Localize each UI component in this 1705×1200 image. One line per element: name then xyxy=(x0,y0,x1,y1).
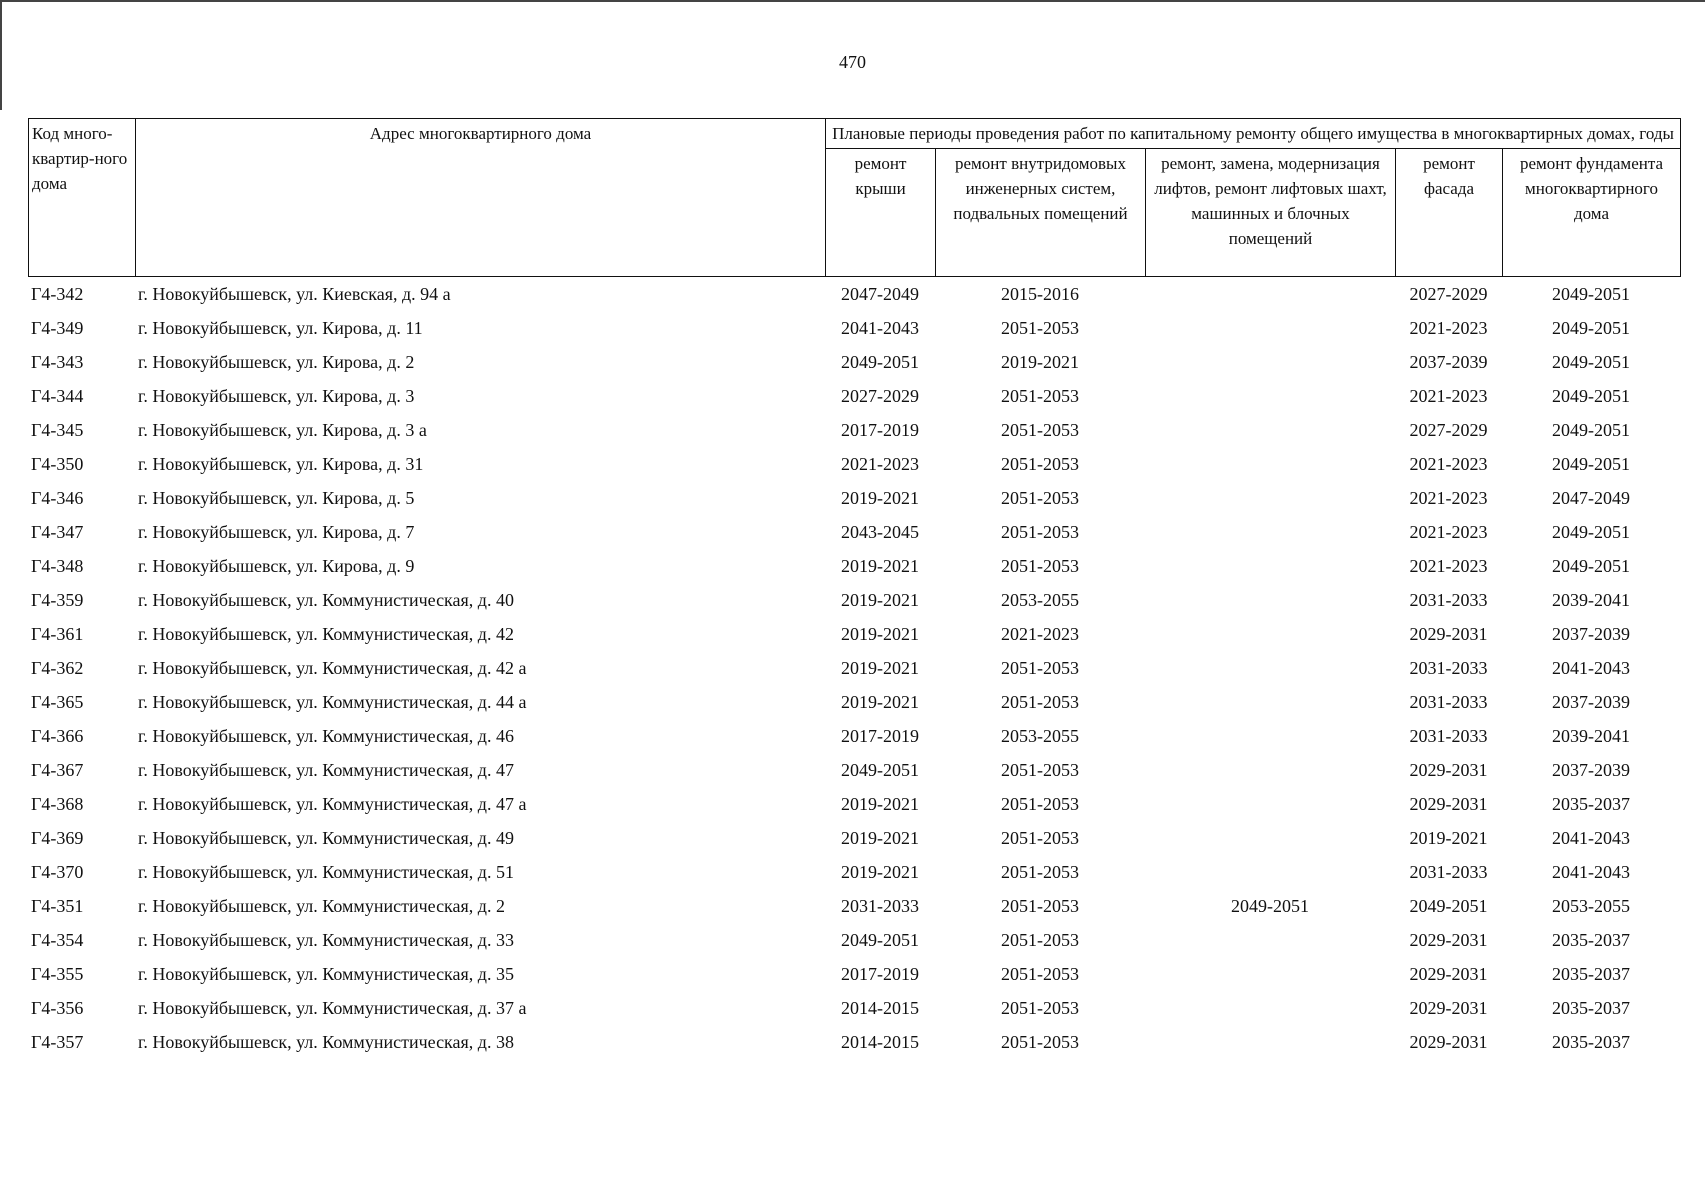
cell-roof: 2043-2045 xyxy=(841,521,919,542)
table-row xyxy=(28,481,1680,515)
cell-systems: 2053-2055 xyxy=(1001,589,1079,610)
cell-foundation: 2049-2051 xyxy=(1552,521,1630,542)
cell-foundation: 2035-2037 xyxy=(1552,929,1630,950)
table-row xyxy=(28,753,1680,787)
cell-foundation: 2035-2037 xyxy=(1552,1031,1630,1052)
cell-address: г. Новокуйбышевск, ул. Коммунистическая, д. 37 а xyxy=(138,997,527,1018)
repair-schedule-sheet xyxy=(28,118,1680,1059)
cell-lifts xyxy=(1145,923,1395,957)
cell-roof: 2019-2021 xyxy=(841,861,919,882)
cell-lifts xyxy=(1145,685,1395,719)
cell-systems: 2051-2053 xyxy=(1001,827,1079,848)
cell-roof: 2041-2043 xyxy=(841,317,919,338)
cell-foundation: 2049-2051 xyxy=(1552,351,1630,372)
header-planned-periods: Плановые периоды проведения работ по капитальному ремонту общего имущества в многоквартирных домах, годы xyxy=(826,119,1681,149)
header-foundation: ремонт фундамента многоквартирного дома xyxy=(1503,149,1681,277)
cell-code: Г4-348 xyxy=(31,555,84,576)
table-row xyxy=(28,1025,1680,1059)
table-row xyxy=(28,787,1680,821)
cell-code: Г4-346 xyxy=(31,487,84,508)
header-address: Адрес многоквартирного дома xyxy=(136,119,826,277)
cell-roof: 2049-2051 xyxy=(841,759,919,780)
cell-lifts xyxy=(1145,481,1395,515)
cell-facade: 2029-2031 xyxy=(1409,997,1488,1018)
cell-address: г. Новокуйбышевск, ул. Коммунистическая, д. 40 xyxy=(138,589,514,610)
cell-roof: 2017-2019 xyxy=(841,963,919,984)
cell-systems: 2051-2053 xyxy=(1001,759,1079,780)
cell-foundation: 2049-2051 xyxy=(1552,283,1630,304)
cell-lifts xyxy=(1145,549,1395,583)
cell-systems: 2051-2053 xyxy=(1001,997,1079,1018)
cell-lifts xyxy=(1145,277,1395,311)
cell-code: Г4-365 xyxy=(31,691,84,712)
cell-facade: 2049-2051 xyxy=(1409,895,1488,916)
cell-systems: 2051-2053 xyxy=(1001,317,1079,338)
cell-systems: 2051-2053 xyxy=(1001,487,1079,508)
cell-roof: 2027-2029 xyxy=(841,385,919,406)
cell-facade: 2029-2031 xyxy=(1409,929,1488,950)
cell-address: г. Новокуйбышевск, ул. Кирова, д. 11 xyxy=(138,317,423,338)
cell-roof: 2049-2051 xyxy=(841,351,919,372)
cell-systems: 2051-2053 xyxy=(1001,861,1079,882)
cell-roof: 2017-2019 xyxy=(841,725,919,746)
cell-facade: 2031-2033 xyxy=(1409,589,1488,610)
page-top-edge xyxy=(0,0,1705,2)
cell-lifts xyxy=(1145,787,1395,821)
table-row xyxy=(28,549,1680,583)
page-number: 470 xyxy=(839,52,866,72)
cell-foundation: 2047-2049 xyxy=(1552,487,1630,508)
cell-roof: 2014-2015 xyxy=(841,997,919,1018)
cell-facade: 2027-2029 xyxy=(1409,419,1488,440)
cell-roof: 2021-2023 xyxy=(841,453,919,474)
header-systems: ремонт внутридомовых инженерных систем, подвальных помещений xyxy=(936,149,1146,277)
table-row xyxy=(28,889,1680,923)
cell-address: г. Новокуйбышевск, ул. Кирова, д. 2 xyxy=(138,351,415,372)
cell-systems: 2051-2053 xyxy=(1001,1031,1079,1052)
cell-systems: 2051-2053 xyxy=(1001,521,1079,542)
cell-foundation: 2037-2039 xyxy=(1552,623,1630,644)
cell-systems: 2015-2016 xyxy=(1001,283,1079,304)
table-row xyxy=(28,617,1680,651)
cell-foundation: 2049-2051 xyxy=(1552,317,1630,338)
table-body xyxy=(28,277,1680,1059)
cell-code: Г4-345 xyxy=(31,419,84,440)
cell-facade: 2021-2023 xyxy=(1409,385,1488,406)
table-row xyxy=(28,855,1680,889)
table-row xyxy=(28,685,1680,719)
cell-facade: 2021-2023 xyxy=(1409,317,1488,338)
cell-address: г. Новокуйбышевск, ул. Кирова, д. 31 xyxy=(138,453,424,474)
cell-systems: 2051-2053 xyxy=(1001,691,1079,712)
cell-lifts xyxy=(1145,345,1395,379)
cell-code: Г4-362 xyxy=(31,657,84,678)
cell-systems: 2021-2023 xyxy=(1001,623,1079,644)
cell-code: Г4-368 xyxy=(31,793,84,814)
cell-lifts xyxy=(1145,719,1395,753)
table-header xyxy=(28,118,1681,277)
cell-foundation: 2037-2039 xyxy=(1552,759,1630,780)
cell-address: г. Новокуйбышевск, ул. Коммунистическая, д. 46 xyxy=(138,725,514,746)
table-row xyxy=(28,719,1680,753)
cell-facade: 2021-2023 xyxy=(1409,521,1488,542)
header-lifts: ремонт, замена, модернизация лифтов, ремонт лифтовых шахт, машинных и блочных помещений xyxy=(1146,149,1396,277)
table-row xyxy=(28,413,1680,447)
cell-code: Г4-349 xyxy=(31,317,84,338)
cell-lifts xyxy=(1145,379,1395,413)
cell-address: г. Новокуйбышевск, ул. Кирова, д. 9 xyxy=(138,555,415,576)
cell-code: Г4-369 xyxy=(31,827,84,848)
cell-roof: 2019-2021 xyxy=(841,657,919,678)
cell-facade: 2031-2033 xyxy=(1409,657,1488,678)
cell-lifts xyxy=(1145,447,1395,481)
cell-address: г. Новокуйбышевск, ул. Коммунистическая, д. 51 xyxy=(138,861,514,882)
cell-lifts xyxy=(1145,957,1395,991)
cell-code: Г4-343 xyxy=(31,351,84,372)
cell-foundation: 2039-2041 xyxy=(1552,725,1630,746)
cell-foundation: 2049-2051 xyxy=(1552,555,1630,576)
cell-facade: 2031-2033 xyxy=(1409,861,1488,882)
cell-code: Г4-350 xyxy=(31,453,84,474)
cell-facade: 2031-2033 xyxy=(1409,691,1488,712)
cell-lifts xyxy=(1145,855,1395,889)
cell-address: г. Новокуйбышевск, ул. Киевская, д. 94 а xyxy=(138,283,451,304)
cell-code: Г4-367 xyxy=(31,759,84,780)
cell-facade: 2029-2031 xyxy=(1409,759,1488,780)
cell-roof: 2017-2019 xyxy=(841,419,919,440)
cell-address: г. Новокуйбышевск, ул. Кирова, д. 5 xyxy=(138,487,415,508)
cell-facade: 2031-2033 xyxy=(1409,725,1488,746)
cell-address: г. Новокуйбышевск, ул. Коммунистическая, д. 42 xyxy=(138,623,514,644)
cell-roof: 2019-2021 xyxy=(841,691,919,712)
cell-lifts xyxy=(1145,651,1395,685)
cell-foundation: 2049-2051 xyxy=(1552,385,1630,406)
table-row xyxy=(28,821,1680,855)
cell-systems: 2051-2053 xyxy=(1001,453,1079,474)
cell-address: г. Новокуйбышевск, ул. Коммунистическая, д. 2 xyxy=(138,895,505,916)
cell-foundation: 2049-2051 xyxy=(1552,453,1630,474)
cell-address: г. Новокуйбышевск, ул. Кирова, д. 7 xyxy=(138,521,415,542)
cell-facade: 2019-2021 xyxy=(1409,827,1488,848)
cell-facade: 2037-2039 xyxy=(1409,351,1488,372)
cell-lifts xyxy=(1145,413,1395,447)
cell-facade: 2021-2023 xyxy=(1409,555,1488,576)
table-row xyxy=(28,583,1680,617)
cell-systems: 2051-2053 xyxy=(1001,385,1079,406)
cell-systems: 2019-2021 xyxy=(1001,351,1079,372)
table-row xyxy=(28,447,1680,481)
cell-address: г. Новокуйбышевск, ул. Коммунистическая, д. 49 xyxy=(138,827,514,848)
cell-roof: 2019-2021 xyxy=(841,555,919,576)
table-row xyxy=(28,379,1680,413)
cell-facade: 2021-2023 xyxy=(1409,453,1488,474)
cell-foundation: 2039-2041 xyxy=(1552,589,1630,610)
cell-lifts: 2049-2051 xyxy=(1231,895,1309,916)
cell-facade: 2029-2031 xyxy=(1409,623,1488,644)
cell-address: г. Новокуйбышевск, ул. Кирова, д. 3 а xyxy=(138,419,427,440)
table-row xyxy=(28,957,1680,991)
cell-systems: 2051-2053 xyxy=(1001,963,1079,984)
cell-lifts xyxy=(1145,515,1395,549)
cell-code: Г4-366 xyxy=(31,725,84,746)
cell-code: Г4-342 xyxy=(31,283,84,304)
cell-code: Г4-357 xyxy=(31,1031,84,1052)
cell-address: г. Новокуйбышевск, ул. Коммунистическая, д. 47 xyxy=(138,759,514,780)
cell-facade: 2029-2031 xyxy=(1409,1031,1488,1052)
cell-lifts xyxy=(1145,821,1395,855)
table-row xyxy=(28,345,1680,379)
cell-code: Г4-344 xyxy=(31,385,84,406)
cell-facade: 2021-2023 xyxy=(1409,487,1488,508)
cell-code: Г4-361 xyxy=(31,623,84,644)
cell-roof: 2047-2049 xyxy=(841,283,919,304)
cell-foundation: 2041-2043 xyxy=(1552,861,1630,882)
header-facade: ремонт фасада xyxy=(1396,149,1503,277)
table-row xyxy=(28,991,1680,1025)
cell-lifts xyxy=(1145,583,1395,617)
cell-lifts xyxy=(1145,617,1395,651)
cell-facade: 2029-2031 xyxy=(1409,793,1488,814)
cell-address: г. Новокуйбышевск, ул. Коммунистическая, д. 35 xyxy=(138,963,514,984)
cell-code: Г4-351 xyxy=(31,895,84,916)
table-row xyxy=(28,651,1680,685)
cell-roof: 2049-2051 xyxy=(841,929,919,950)
cell-roof: 2019-2021 xyxy=(841,793,919,814)
cell-lifts xyxy=(1145,311,1395,345)
cell-lifts xyxy=(1145,1025,1395,1059)
cell-address: г. Новокуйбышевск, ул. Коммунистическая, д. 33 xyxy=(138,929,514,950)
cell-systems: 2051-2053 xyxy=(1001,419,1079,440)
cell-foundation: 2041-2043 xyxy=(1552,827,1630,848)
header-code: Код много-квартир-ного дома xyxy=(29,119,136,277)
table-row xyxy=(28,277,1680,311)
cell-roof: 2014-2015 xyxy=(841,1031,919,1052)
header-roof: ремонт крыши xyxy=(826,149,936,277)
cell-code: Г4-354 xyxy=(31,929,84,950)
cell-foundation: 2041-2043 xyxy=(1552,657,1630,678)
cell-address: г. Новокуйбышевск, ул. Коммунистическая, д. 38 xyxy=(138,1031,514,1052)
cell-address: г. Новокуйбышевск, ул. Коммунистическая, д. 42 а xyxy=(138,657,527,678)
cell-facade: 2029-2031 xyxy=(1409,963,1488,984)
table-rows xyxy=(28,277,1680,1059)
cell-foundation: 2035-2037 xyxy=(1552,963,1630,984)
cell-address: г. Новокуйбышевск, ул. Кирова, д. 3 xyxy=(138,385,415,406)
cell-lifts xyxy=(1145,753,1395,787)
cell-address: г. Новокуйбышевск, ул. Коммунистическая, д. 47 а xyxy=(138,793,527,814)
cell-roof: 2019-2021 xyxy=(841,589,919,610)
cell-roof: 2019-2021 xyxy=(841,827,919,848)
cell-code: Г4-370 xyxy=(31,861,84,882)
cell-foundation: 2035-2037 xyxy=(1552,793,1630,814)
cell-address: г. Новокуйбышевск, ул. Коммунистическая, д. 44 а xyxy=(138,691,527,712)
cell-code: Г4-355 xyxy=(31,963,84,984)
cell-code: Г4-356 xyxy=(31,997,84,1018)
cell-foundation: 2035-2037 xyxy=(1552,997,1630,1018)
cell-foundation: 2037-2039 xyxy=(1552,691,1630,712)
cell-code: Г4-347 xyxy=(31,521,84,542)
cell-lifts xyxy=(1145,991,1395,1025)
cell-roof: 2019-2021 xyxy=(841,487,919,508)
cell-roof: 2019-2021 xyxy=(841,623,919,644)
table-row xyxy=(28,923,1680,957)
table-row xyxy=(28,311,1680,345)
cell-foundation: 2049-2051 xyxy=(1552,419,1630,440)
cell-systems: 2053-2055 xyxy=(1001,725,1079,746)
cell-systems: 2051-2053 xyxy=(1001,793,1079,814)
cell-systems: 2051-2053 xyxy=(1001,657,1079,678)
cell-systems: 2051-2053 xyxy=(1001,555,1079,576)
cell-facade: 2027-2029 xyxy=(1409,283,1488,304)
cell-code: Г4-359 xyxy=(31,589,84,610)
cell-systems: 2051-2053 xyxy=(1001,895,1079,916)
cell-systems: 2051-2053 xyxy=(1001,929,1079,950)
cell-foundation: 2053-2055 xyxy=(1552,895,1630,916)
table-row xyxy=(28,515,1680,549)
cell-roof: 2031-2033 xyxy=(841,895,919,916)
